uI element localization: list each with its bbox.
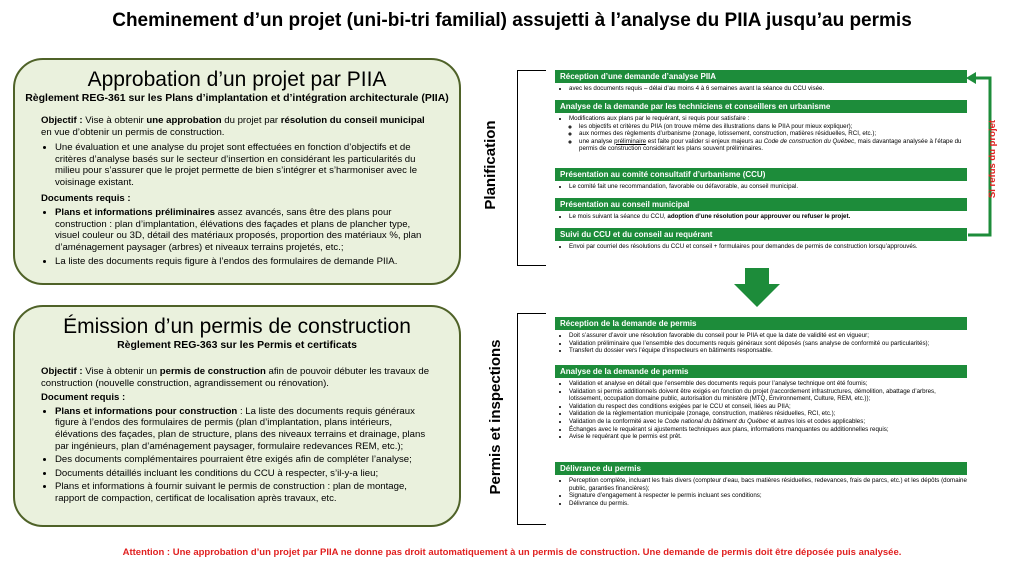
permit-subheading: Règlement REG-363 sur les Permis et certificats [117,339,357,351]
step-reception-piia: Réception d’une demande d’analyse PIIA [555,70,967,83]
permit-doc-item: • Des documents complémentaires pourraient être exigés afin de compléter l’analyse; [55,454,433,466]
step-delivrance-detail: • Perception complète, incluant les frais divers (compteur d’eau, bacs matières résiduelles, redevances, frais de parcs, etc.) et les dépôts (domaine public, garanties financières); [569,477,967,492]
step-suivi-detail: • Envoi par courriel des résolutions du CCU et conseil + formulaires pour demandes de permis de construction lorsqu’approuvés. [569,243,967,251]
step-conseil-detail: • Le mois suivant la séance du CCU, adoption d’une résolution pour approuver ou refuser le projet. [569,213,967,221]
piia-heading: Approbation d’un projet par PIIA [87,68,387,91]
step-analyse-detail: ◦ une analyse préliminaire est faite pour valider si enjeux majeurs au Code de construction du Québec, mais davantage analysée à l’étape du permis de construction considérant les plans souvent préliminaires. [579,138,967,153]
permit-docs-label: Document requis : [41,392,126,404]
step-analyse-detail: ◦ aux normes des règlements d’urbanisme (zonage, lotissement, construction, matières résiduelles, RCI, etc.); [579,130,967,138]
step-analyse-permis-detail: • Validation de la réglementation municipale (zonage, construction, matières résiduelles, RCI, etc.); [569,410,967,418]
step-analyse-permis-detail: • Avise le requérant que le permis est prêt. [569,433,967,441]
step-suivi-requerant: Suivi du CCU et du conseil au requérant [555,228,967,241]
step-analyse-permis: Analyse de la demande de permis [555,365,967,378]
permis-bracket [517,313,546,525]
page-title: Cheminement d’un projet (uni-bi-tri familial) assujetti à l’analyse du PIIA jusqu’au permis [112,10,912,31]
permis-label: Permis et inspections [487,339,504,495]
piia-body [15,115,459,267]
piia-docs-label: Documents requis : [41,192,131,204]
step-delivrance-detail: • Délivrance du permis. [569,500,967,508]
piia-doc-item: • La liste des documents requis figure à l’endos des formulaires de demande PIIA. [55,256,433,268]
step-analyse-demande: Analyse de la demande par les techniciens et conseillers en urbanisme [555,100,967,113]
permit-doc-item: • Plans et informations pour construction : La liste des documents requis généraux figure à l’endos des formulaires de permis (plan d’implantation, plans intérieurs, élévations des façades, plan de structure, plans des niveaux terrains et drainage, plans par ingénieurs, plan d’aménagement paysager, formulaire redevances REM, etc.); [55,406,433,452]
piia-doc-item: • Plans et informations préliminaires assez avancés, sans être des plans pour construction : plan d’implantation, élévations des façades et plans de plancher type, visuel couleur ou 3D, détail des matériaux proposés, proportion des matériaux %, plan d’aménagement paysager (arbres) et niveaux terrains projetés, etc.; [55,207,433,253]
warning-note: Attention : Une approbation d’un projet par PIIA ne donne pas droit automatiquement à un permis de construction. Une demande de permis doit être déposée puis analysée. [122,547,902,558]
step-ccu-detail: • Le comité fait une recommandation, favorable ou défavorable, au conseil municipal. [569,183,967,191]
piia-subheading: Règlement REG-361 sur les Plans d’implantation et d’intégration architecturale (PIIA) [25,92,449,104]
step-analyse-permis-detail: • Validation si permis additionnels doivent être exigés en fonction du projet (raccordement infrastructures, démolition, abattage d’arbres, lotissement, occupation domaine public, autorisation du ministère (MTQ, Environnement, Culture, REM, etc.)); [569,388,967,403]
step-analyse-detail: • Modifications aux plans par le requérant, si requis pour satisfaire : [569,115,967,123]
step-analyse-detail: ◦ les objectifs et critères du PIIA (on trouve même des illustrations dans le PIIA pour mieux expliquer); [579,123,967,131]
step-reception-permis-detail: • Transfert du dossier vers l’équipe d’inspecteurs en bâtiments responsable. [569,347,967,355]
piia-evaluation-bullet: • Une évaluation et une analyse du projet sont effectuées en fonction d’objectifs et de critères d’analyse basés sur le secteur d’insertion en considérant les particularités du milieu pour s’assurer que le projet permette de bien s’intégrer et s’harmoniser avec le voisinage existant. [55,142,433,188]
step-presentation-conseil: Présentation au conseil municipal [555,198,967,211]
permit-doc-item: • Plans et informations à fournir suivant le permis de construction : plan de montage, rapport de compaction, certificat de localisation après travaux, etc. [55,481,433,504]
step-reception-permis: Réception de la demande de permis [555,317,967,330]
piia-approval-panel [13,58,461,285]
permit-body [15,366,459,505]
step-analyse-permis-detail: • Validation et analyse en détail que l’ensemble des documents requis pour l’analyse technique ont été fournis; [569,380,967,388]
permit-issuance-panel [13,305,461,527]
step-analyse-permis-detail: • Validation de la conformité avec le Code national du bâtiment du Québec et autres lois et codes applicables; [569,418,967,426]
permit-heading: Émission d’un permis de construction [63,315,411,338]
step-reception-permis-detail: • Doit s’assurer d’avoir une résolution favorable du conseil pour le PIIA et que la date de validité est en vigueur; [569,332,967,340]
step-delivrance-detail: • Signature d’engagement à respecter le permis incluant ses conditions; [569,492,967,500]
permit-objective: Objectif : Vise à obtenir un permis de construction afin de pouvoir débuter les travaux de construction (nouvelle construction, agrandissement ou rénovation). [41,366,430,389]
step-analyse-permis-detail: • Échanges avec le requérant si ajustements techniques aux plans, informations manquantes ou additionnelles requis; [569,426,967,434]
planification-bracket [517,70,546,266]
permit-doc-item: • Documents détaillés incluant les conditions du CCU à respecter, s’il-y-a lieu; [55,468,433,480]
step-reception-permis-detail: • Validation préliminaire que l’ensemble des documents requis généraux sont déposés (sans analyse de conformité ou particularités); [569,340,967,348]
down-arrow-icon [733,268,781,308]
step-delivrance-permis: Délivrance du permis [555,462,967,475]
planification-label: Planification [482,120,499,210]
planification-steps [555,70,967,255]
refusal-label: Si refus du projet [987,119,998,199]
step-presentation-ccu: Présentation au comité consultatif d’urbanisme (CCU) [555,168,967,181]
step-analyse-permis-detail: • Validation du respect des conditions exigées par le CCU et conseil, liées au PIIA; [569,403,967,411]
step-reception-piia-detail: • avec les documents requis – délai d’au moins 4 à 6 semaines avant la séance du CCU visée. [569,85,967,93]
permis-steps [555,317,967,513]
piia-objective: Objectif : Vise à obtenir une approbation du projet par résolution du conseil municipal en vue d’obtenir un permis de construction. [41,115,425,138]
